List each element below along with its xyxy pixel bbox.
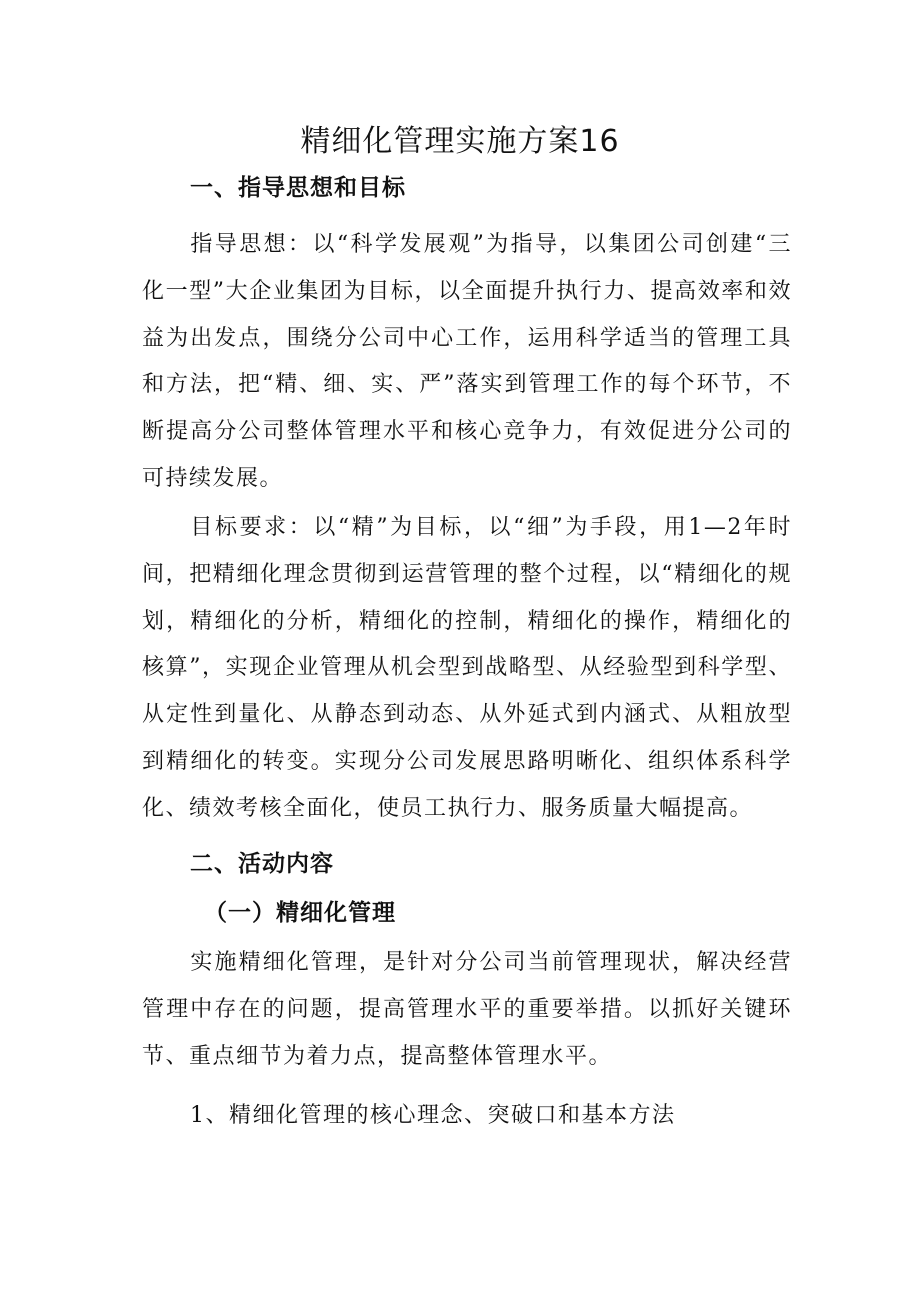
paragraph-fine-management-intro: 实施精细化管理，是针对分公司当前管理现状，解决经营管理中存在的问题，提高管理水平的重要举措。以抓好关键环节、重点细节为着力点，提高整体管理水平。 (142, 950, 792, 1069)
section-heading-activities: 二、活动内容 (190, 851, 334, 877)
paragraph-goal-requirements: 目标要求：以“精”为目标，以“细”为手段，用1—2年时间，把精细化理念贯彻到运营管理的整个过程，以“精细化的规划，精细化的分析，精细化的控制，精细化的操作，精细化的核算”，实现企业管理从机会型到战略型、从经验型到科学型、从定性到量化、从静态到动态、从外延式到内涵式、从粗放型到精细化的转变。实现分公司发展思路明晰化、组织体系科学化、绩效考核全面化，使员工执行力、服务质量大幅提高。 (142, 515, 792, 821)
list-item-core-concepts: 1、精细化管理的核心理念、突破口和基本方法 (190, 1103, 676, 1128)
paragraph-guiding-thought: 指导思想：以“科学发展观”为指导，以集团公司创建“三化一型”大企业集团为目标，以全面提升执行力、提高效率和效益为出发点，围绕分公司中心工作，运用科学适当的管理工具和方法，把“精、细、实、严”落实到管理工作的每个环节，不断提高分公司整体管理水平和核心竞争力，有效促进分公司的可持续发展。 (142, 232, 792, 491)
section-heading-guiding-thought: 一、指导思想和目标 (190, 175, 406, 201)
subsection-heading-fine-management: （一）精细化管理 (204, 900, 396, 926)
document-title: 精细化管理实施方案16 (300, 124, 620, 159)
